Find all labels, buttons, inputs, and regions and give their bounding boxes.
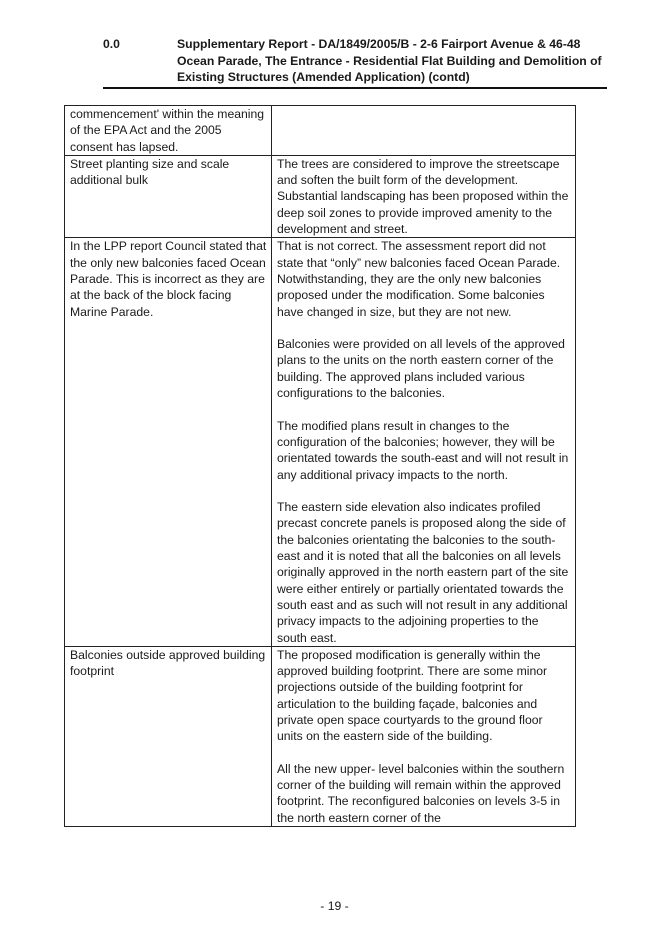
response-paragraph: The trees are considered to improve the streetscape and soften the built form of the development. Substantial landscaping has been proposed within the deep soil zones to provide improved amenity to the development and street. [277,156,569,237]
response-cell [272,106,576,156]
table-row [65,155,576,237]
issue-cell: Street planting size and scale additional bulk [65,155,272,237]
response-paragraph: The modified plans result in changes to the configuration of the balconies; however, they will be orientated towards the south-east and will not result in any additional privacy impacts to the north. [277,418,569,482]
response-paragraph: All the new upper- level balconies within the southern corner of the building will remain within the approved footprint. The reconfigured balconies on levels 3-5 in the north eastern corner of the [277,761,565,825]
response-cell [272,646,576,826]
response-paragraph: Balconies were provided on all levels of the approved plans to the units on the north eastern corner of the building. The approved plans included various configurations to the balconies. [277,337,565,401]
response-cell [272,155,576,237]
issue-cell: Balconies outside approved building footprint [65,646,272,826]
header-divider [103,87,607,89]
response-cell [272,238,576,646]
response-paragraph: That is not correct. The assessment report did not state that “only” new balconies faced Ocean Parade. Notwithstanding, they are the only new balconies proposed under the modification. Some balconies have changed in size, but they are not new. [277,239,561,319]
section-number: 0.0 [103,37,120,51]
page-number: - 19 - [320,899,349,913]
response-paragraph: The eastern side elevation also indicates profiled precast concrete panels is proposed along the side of the balconies orientating the balconies to the south-east and it is noted that all the balconies on all levels originally approved in the north eastern part of the site were either entirely or partially orientated towards the south east and as such will not result in any additional privacy impacts to the adjoining properties to the south east. [277,500,569,645]
response-paragraph: The proposed modification is generally within the approved building footprint. There are some minor projections outside of the building footprint for articulation to the building façade, balconies and private open space courtyards to the ground floor units on the eastern side of the building. [277,647,548,744]
table-row [65,106,576,156]
issue-cell: commencement' within the meaning of the EPA Act and the 2005 consent has lapsed. [65,106,272,156]
table-row [65,238,576,646]
report-title: Supplementary Report - DA/1849/2005/B - 2-6 Fairport Avenue & 46-48 Ocean Parade, The Entrance - Residential Flat Building and Demolition of Existing Structures (Amended Application) (contd) [177,37,602,84]
issues-response-table [64,105,576,827]
table-row [65,646,576,826]
issue-cell: In the LPP report Council stated that the only new balconies faced Ocean Parade. This is incorrect as they are at the back of the block facing Marine Parade. [65,238,272,646]
